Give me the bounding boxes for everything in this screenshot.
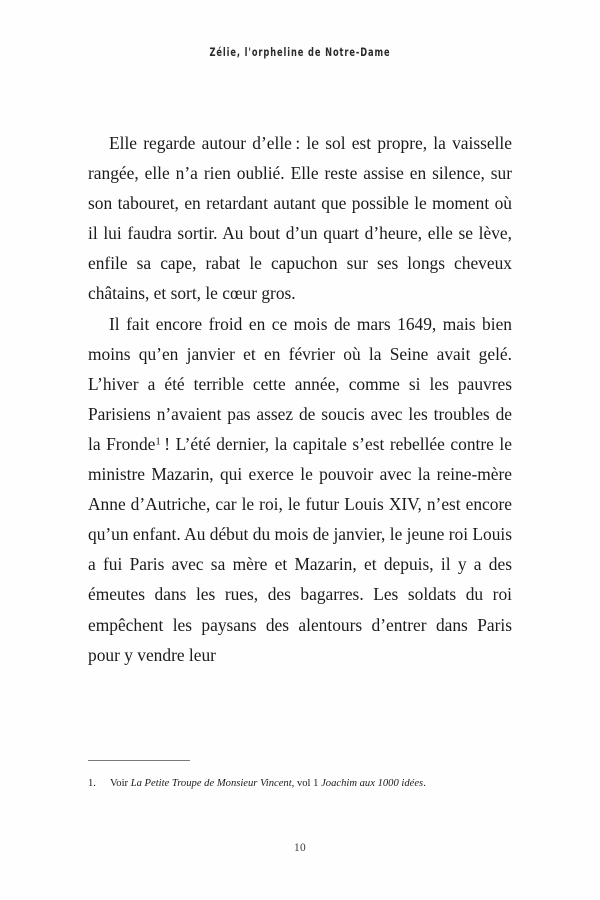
paragraph-2-text-end: ! L’été dernier, la capitale s’est rebellée contre le ministre Mazarin, qui exerce le pouvoir avec la reine-mère Anne d’Autriche, car le roi, le futur Louis XIV, n’est encore qu’un enfant. Au début du mois de janvier, le jeune roi Louis a fui Paris avec sa mère et Mazarin, et depuis, il y a des émeutes dans les rues, des bagarres. Les soldats du roi empêchent les paysans des alentours d’entrer dans Paris pour y vendre leur: [88, 433, 512, 665]
footnote-text-after: .: [423, 778, 426, 789]
footnote-text-before: Voir: [110, 778, 131, 789]
footnote-number: 1.: [88, 778, 96, 789]
footnote-title-series: La Petite Troupe de Monsieur Vincent: [130, 778, 292, 789]
paragraph-1: [88, 128, 512, 309]
paragraph-2-text-start: Il fait encore froid en ce mois de mars 1649, mais bien moins qu’en janvier et en février où la Seine avait gelé. L’hiver a été terrible cette année, comme si les pauvres Parisiens n’avaient pas assez de soucis avec les troubles de la Fronde: [88, 313, 512, 454]
footnote-text-middle: , vol 1: [291, 778, 322, 789]
footnote-separator-rule: [88, 760, 190, 761]
paragraph-2: [88, 309, 512, 670]
footnote-title-volume: Joachim aux 1000 idées: [321, 778, 424, 789]
body-text-block: [88, 128, 512, 670]
page-number: 10: [294, 842, 306, 854]
running-header: Zélie, l'orpheline de Notre-Dame: [209, 46, 391, 61]
paragraph-1-text: Elle regarde autour d’elle : le sol est propre, la vaisselle rangée, elle n’a rien oublié. Elle reste assise en silence, sur son tabouret, en retardant autant que possible le moment où il lui faudra sortir. Au bout d’un quart d’heure, elle se lève, enfile sa cape, rabat le capuchon sur ses longs cheveux châtains, et sort, le cœur gros.: [88, 133, 512, 304]
footnote: [88, 776, 512, 791]
footnote-reference-marker[interactable]: 1: [155, 435, 161, 448]
